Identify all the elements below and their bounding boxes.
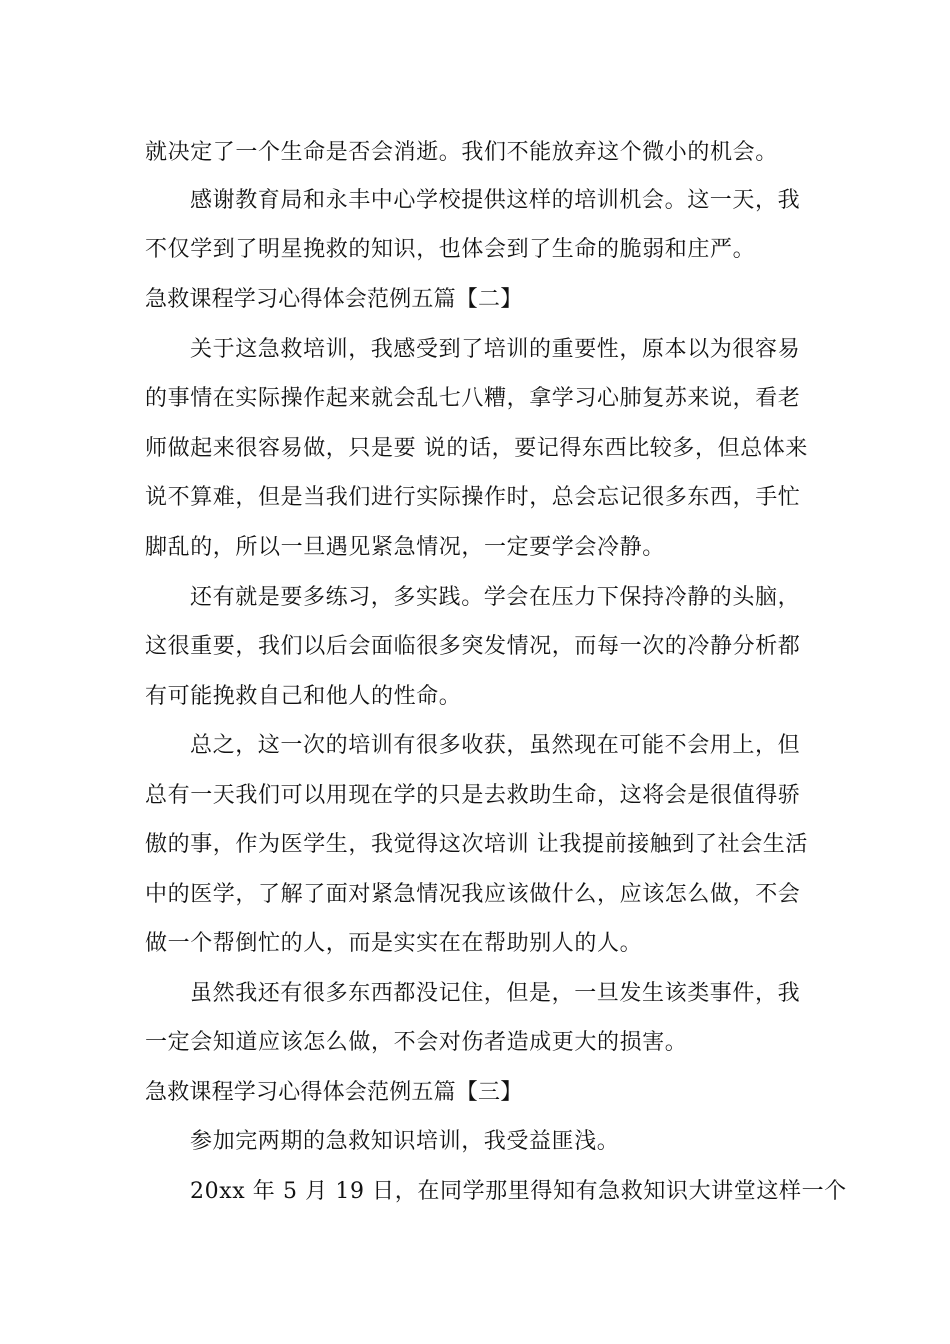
paragraph-training-line-4: 说不算难，但是当我们进行实际操作时，总会忘记很多东西，手忙 <box>145 485 801 510</box>
paragraph-training-line-5: 脚乱的，所以一旦遇见紧急情况，一定要学会冷静。 <box>145 535 665 560</box>
paragraph-thanks-end: 不仅学到了明星挽救的知识，也体会到了生命的脆弱和庄严。 <box>145 237 756 262</box>
paragraph-thanks-start: 感谢教育局和永丰中心学校提供这样的培训机会。这一天，我 <box>190 188 801 213</box>
paragraph-summary-line-5: 做一个帮倒忙的人，而是实实在在帮助别人的人。 <box>145 931 643 956</box>
paragraph-memory-line-2: 一定会知道应该怎么做，不会对伤者造成更大的损害。 <box>145 1030 688 1055</box>
paragraph-summary-line-4: 中的医学，了解了面对紧急情况我应该做什么，应该怎么做，不会 <box>145 882 801 907</box>
paragraph-summary-line-3: 傲的事，作为医学生，我觉得这次培训 让我提前接触到了社会生活 <box>145 832 808 857</box>
paragraph-summary-line-2: 总有一天我们可以用现在学的只是去救助生命，这将会是很值得骄 <box>145 783 801 808</box>
paragraph-benefit: 参加完两期的急救知识培训，我受益匪浅。 <box>190 1129 620 1154</box>
paragraph-training-line-2: 的事情在实际操作起来就会乱七八糟，拿学习心肺复苏来说，看老 <box>145 386 801 411</box>
body-line-continuation: 就决定了一个生命是否会消逝。我们不能放弃这个微小的机会。 <box>145 140 778 165</box>
section-heading-three: 急救课程学习心得体会范例五篇【三】 <box>145 1080 523 1105</box>
paragraph-training-line-1: 关于这急救培训，我感受到了培训的重要性，原本以为很容易 <box>190 337 801 362</box>
paragraph-practice-line-3: 有可能挽救自己和他人的性命。 <box>145 684 462 709</box>
paragraph-training-line-3: 师做起来很容易做，只是要 说的话，要记得东西比较多，但总体来 <box>145 436 808 461</box>
section-heading-two: 急救课程学习心得体会范例五篇【二】 <box>145 287 523 312</box>
paragraph-date-start: 20xx 年 5 月 19 日，在同学那里得知有急救知识大讲堂这样一个 <box>190 1179 847 1204</box>
paragraph-summary-line-1: 总之，这一次的培训有很多收获，虽然现在可能不会用上，但 <box>190 733 801 758</box>
paragraph-practice-line-2: 这很重要，我们以后会面临很多突发情况，而每一次的冷静分析都 <box>145 634 801 659</box>
paragraph-practice-line-1: 还有就是要多练习，多实践。学会在压力下保持冷静的头脑， <box>190 585 801 610</box>
paragraph-memory-line-1: 虽然我还有很多东西都没记住，但是，一旦发生该类事件，我 <box>190 981 801 1006</box>
